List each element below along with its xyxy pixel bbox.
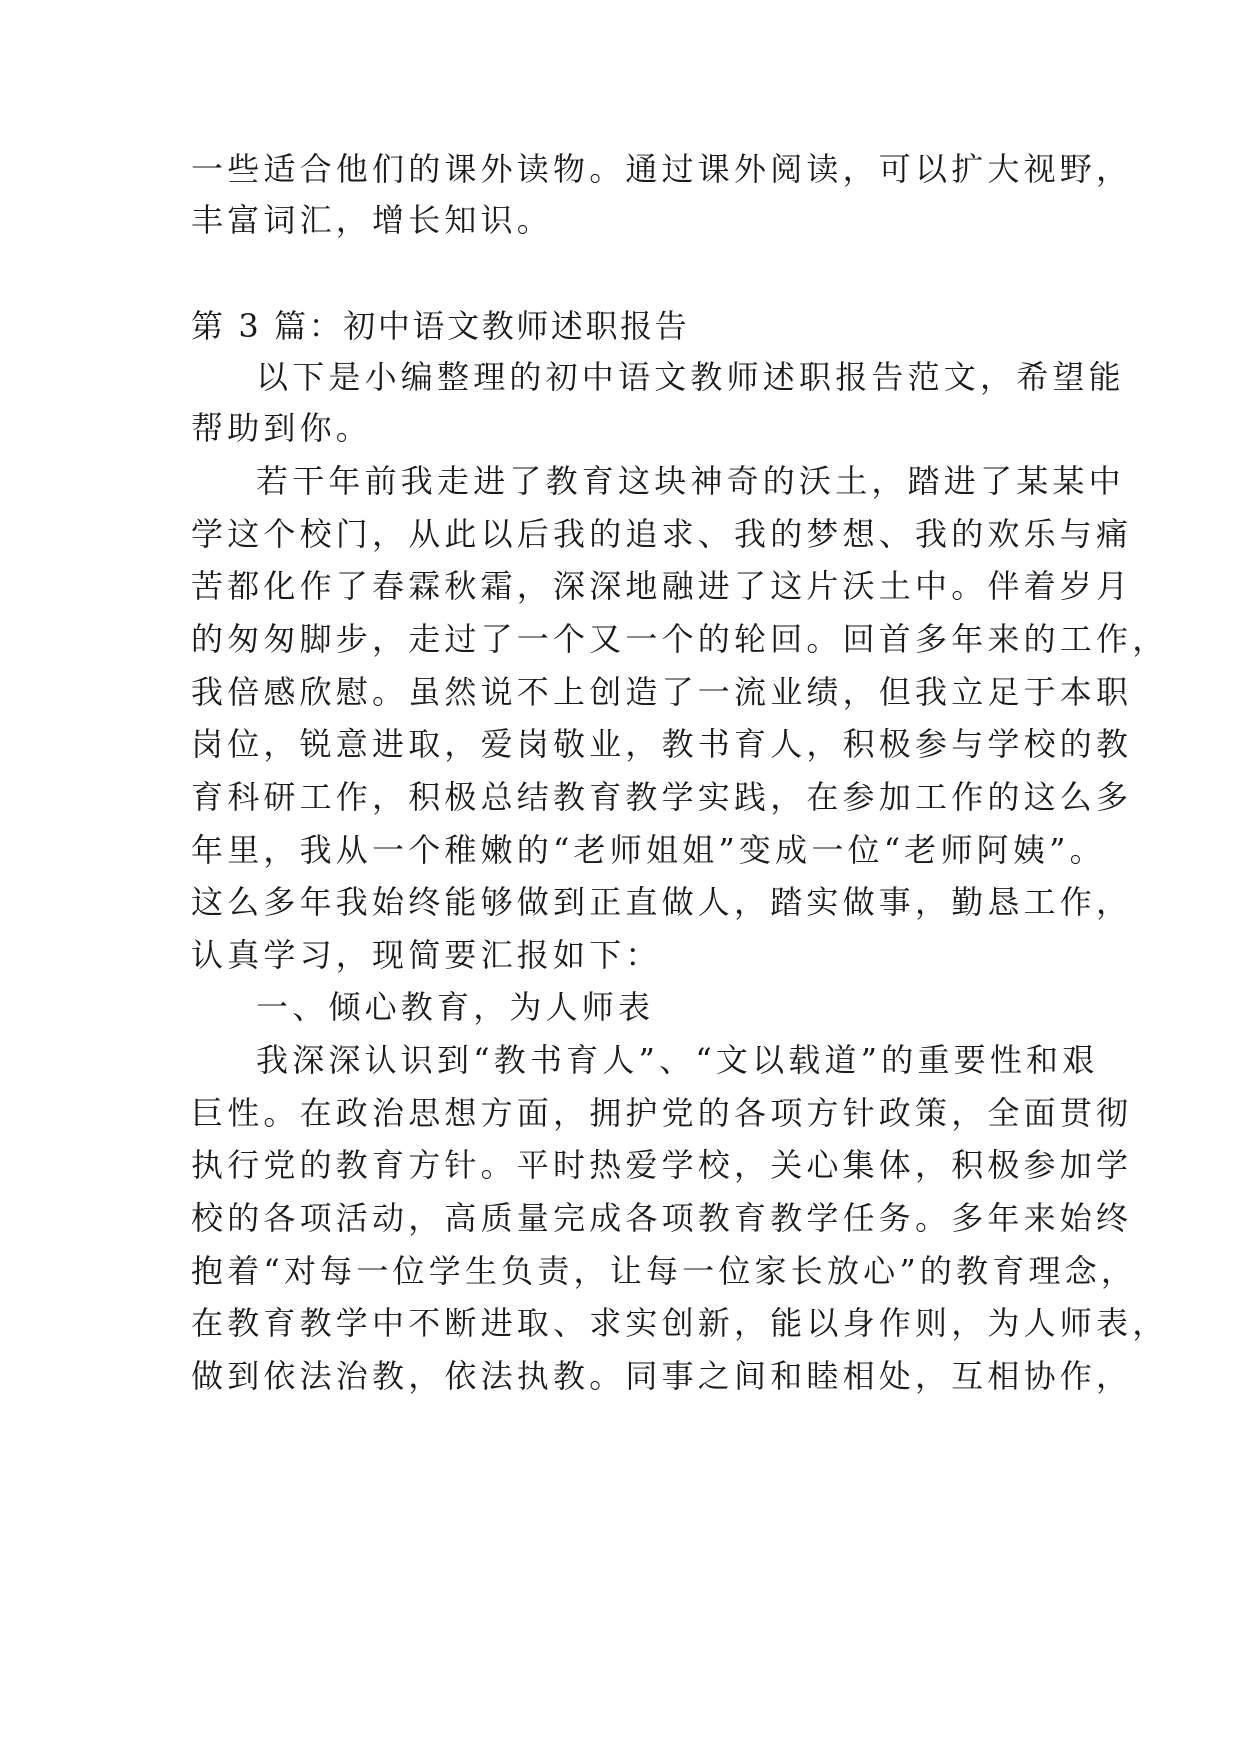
paragraph-2-line-8: 年里，我从一个稚嫩的“老师姐姐”变成一位“老师阿姨”。 — [191, 831, 1106, 869]
paragraph-2-line-7: 育科研工作，积极总结教育教学实践，在参加工作的这么多 — [191, 778, 1133, 816]
paragraph-2-line-10: 认真学习，现简要汇报如下： — [191, 936, 662, 974]
paragraph-3-line-7: 做到依法治教，依法执教。同事之间和睦相处，互相协作， — [191, 1357, 1133, 1395]
subheading: 一、倾心教育，为人师表 — [256, 988, 655, 1026]
paragraph-1-line-2: 帮助到你。 — [191, 409, 373, 447]
paragraph-3-line-3: 执行党的教育方针。平时热爱学校，关心集体，积极参加学 — [191, 1146, 1133, 1184]
paragraph-3-line-6: 在教育教学中不断进取、求实创新，能以身作则，为人师表， — [191, 1304, 1169, 1342]
paragraph-2-line-1: 若干年前我走进了教育这块神奇的沃土，踏进了某某中 — [256, 462, 1125, 500]
paragraph-2-line-3: 苦都化作了春霖秋霜，深深地融进了这片沃土中。伴着岁月 — [191, 567, 1133, 605]
paragraph-3-line-1: 我深深认识到“教书育人”、“文以载道”的重要性和艰 — [256, 1041, 1099, 1079]
paragraph-3-line-2: 巨性。在政治思想方面，拥护党的各项方针政策，全面贯彻 — [191, 1094, 1133, 1132]
paragraph-1-line-1: 以下是小编整理的初中语文教师述职报告范文，希望能 — [256, 358, 1125, 396]
paragraph-2-line-2: 学这个校门，从此以后我的追求、我的梦想、我的欢乐与痛 — [191, 515, 1133, 553]
paragraph-2-line-4: 的匆匆脚步，走过了一个又一个的轮回。回首多年来的工作， — [191, 620, 1169, 658]
paragraph-3-line-4: 校的各项活动，高质量完成各项教育教学任务。多年来始终 — [191, 1199, 1133, 1237]
paragraph-3-line-5: 抱着“对每一位学生负责，让每一位家长放心”的教育理念， — [191, 1252, 1138, 1290]
paragraph-2-line-9: 这么多年我始终能够做到正直做人，踏实做事，勤恳工作， — [191, 883, 1133, 921]
section-heading: 第 3 篇：初中语文教师述职报告 — [191, 307, 690, 345]
intro-line-1: 一些适合他们的课外读物。通过课外阅读，可以扩大视野， — [191, 150, 1133, 188]
paragraph-2-line-6: 岗位，锐意进取，爱岗敬业，教书育人，积极参与学校的教 — [191, 725, 1133, 763]
paragraph-2-line-5: 我倍感欣慰。虽然说不上创造了一流业绩，但我立足于本职 — [191, 673, 1133, 711]
intro-line-2: 丰富词汇，增长知识。 — [191, 201, 554, 239]
